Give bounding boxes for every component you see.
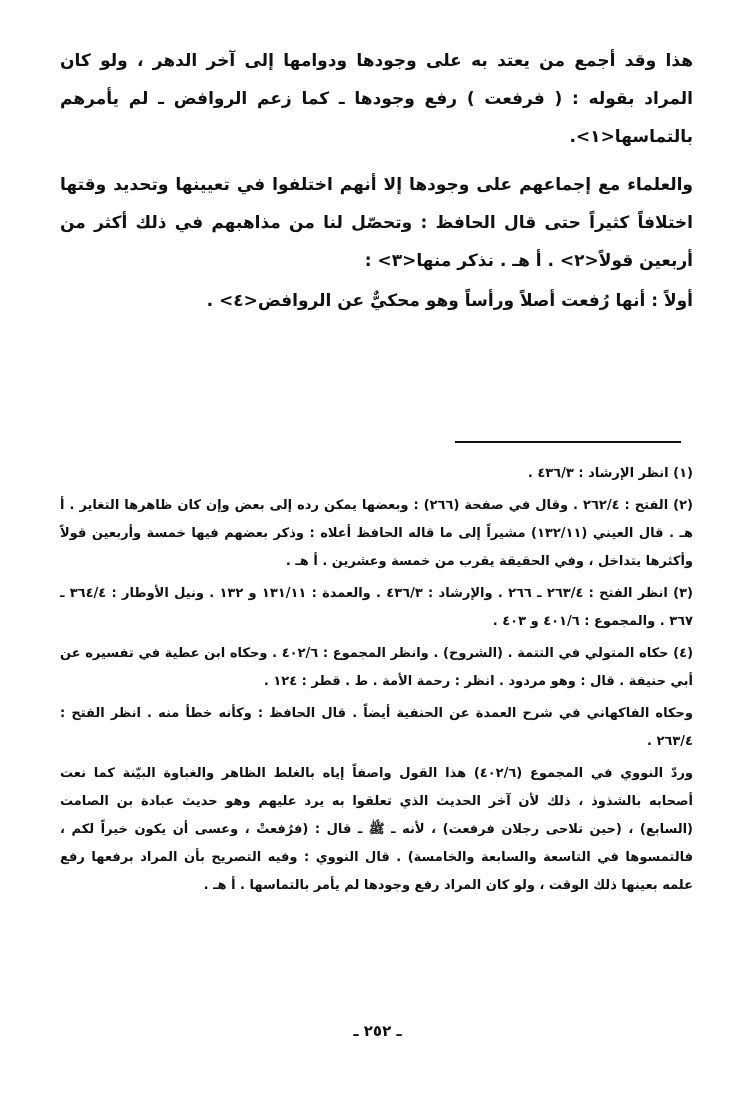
- main-paragraph-3: أولاً : أنها رُفعت أصلاً ورأساً وهو محكيٌّ عن الروافض<٤> .: [206, 291, 693, 311]
- footnote-4-continuation-2: وردّ النووي في المجموع (٤٠٢/٦) هذا القول واصفاً إياه بالغلط الظاهر والغباوة البيّنة كما نعت أصحابه بالشذوذ ، ذلك لأن آخر الحديث الذي تعلقوا به يرد عليهم وهو حديث عبادة بن الصامت (السابع) ، (حين تلاحى رجلان فرفعت) ، لأنه ـ ﷺ ـ قال : (فرُفعتْ ، وعسى أن يكون خيراً لكم ، فالتمسوها في التاسعة والسابعة والخامسة) . قال النووي : وفيه التصريح بأن المراد برفعها رفع علمه بعينها ذلك الوقت ، ولو كان المراد رفع وجودها لم يأمر بالتماسها . أ هـ .: [60, 766, 694, 893]
- page-number: ـ ٢٥٢ ـ: [353, 1022, 402, 1040]
- footnotes: [60, 460, 693, 904]
- main-paragraph-1: هذا وقد أجمع من يعتد به على وجودها ودوامها إلى آخر الدهر ، ولو كان المراد بقوله : ( فرفعت ) رفع وجودها ـ كما زعم الروافض ـ لم يأمرهم بالتماسها<١>.: [60, 51, 693, 147]
- main-text: [60, 42, 693, 322]
- footnote-4-continuation-1: وحكاه الفاكهاني في شرح العمدة عن الحنفية أيضاً . قال الحافظ : وكأنه خطأ منه . انظر الفتح : ٢٦٣/٤ .: [60, 706, 693, 749]
- footnote-2: (٢) الفتح : ٢٦٢/٤ . وقال في صفحة (٢٦٦) : وبعضها يمكن رده إلى بعض وإن كان ظاهرها التغاير . أ هـ . قال العيني (١٣٢/١١) مشيراً إلى ما قاله الحافظ أعلاه : وذكر بعضهم فيها خمسة وأربعين قولاً وأكثرها يتداخل ، وفي الحقيقة يقرب من خمسة وعشرين . أ هـ .: [60, 498, 693, 569]
- footnote-3: (٣) انظر الفتح : ٢٦٣/٤ ـ ٢٦٦ . والإرشاد : ٤٣٦/٣ . والعمدة : ١٣١/١١ و ١٣٢ . ونيل الأوطار : ٣٦٤/٤ ـ ٣٦٧ . والمجموع : ٤٠١/٦ و ٤٠٣ .: [60, 586, 693, 629]
- footnote-1: (١) انظر الإرشاد : ٤٣٦/٣ .: [527, 466, 693, 481]
- main-paragraph-2: والعلماء مع إجماعهم على وجودها إلا أنهم اختلفوا في تعيينها وتحديد وقتها اختلافاً كثيراً حتى قال الحافظ : وتحصّل لنا من مذاهبهم في ذلك أكثر من أربعين قولاً<٢> . أ هـ . نذكر منها<٣> :: [60, 175, 693, 271]
- footnote-4: (٤) حكاه المتولي في التتمة . (الشروح) . وانظر المجموع : ٤٠٢/٦ . وحكاه ابن عطية في تفسيره عن أبي حنيفة . قال : وهو مردود . انظر : رحمة الأمة . ط . قطر : ١٢٤ .: [60, 646, 694, 689]
- footnote-separator: [455, 441, 681, 443]
